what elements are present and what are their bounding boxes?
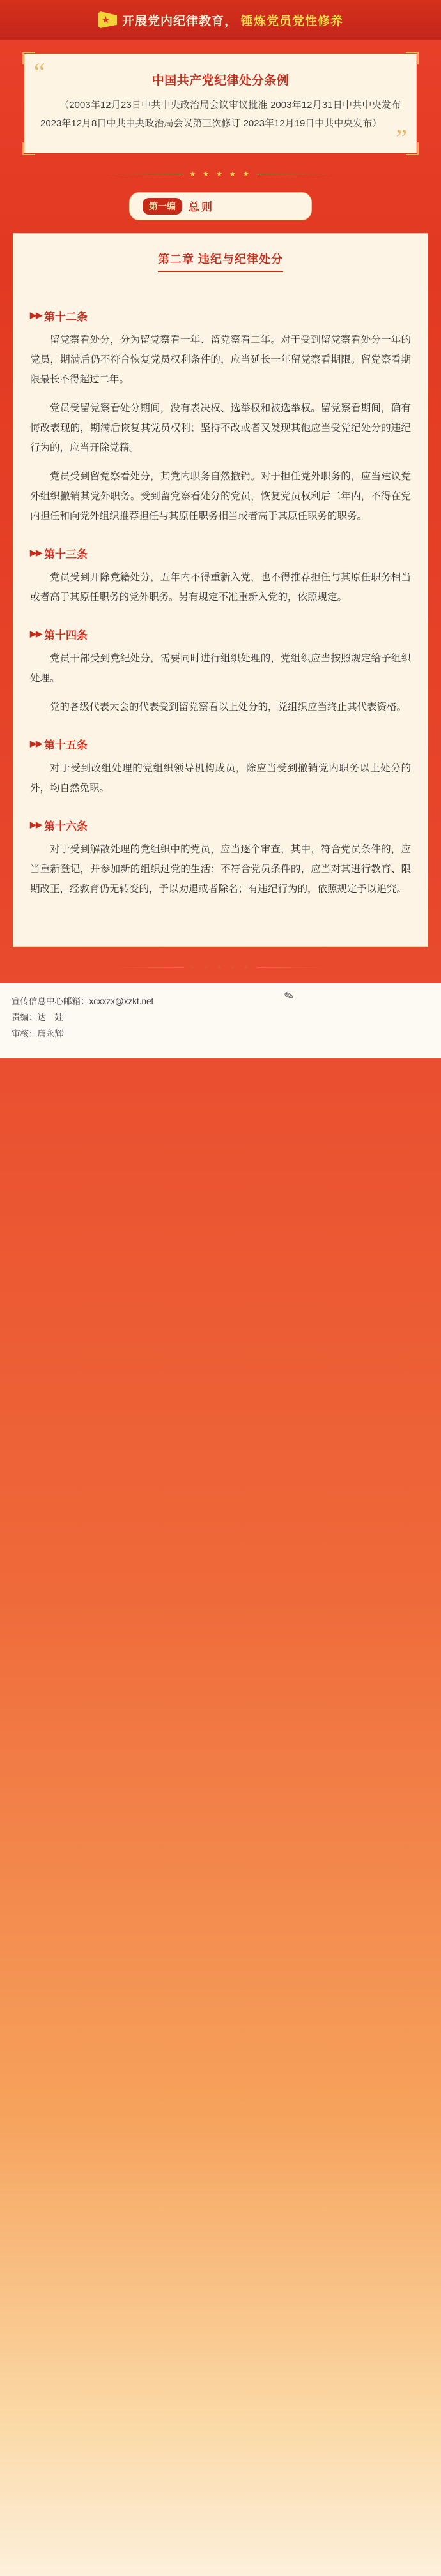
article-paragraph: 党员受留党察看处分期间，没有表决权、选举权和被选举权。留党察看期间，确有悔改表现的，期满后恢复其党员权利；坚持不改或者又发现其他应当受党纪处分的违纪行为的，应当开除党籍。 — [30, 402, 411, 453]
top-banner — [0, 0, 441, 40]
article-paragraph: 党员干部受到党纪处分，需要同时进行组织处理的，党组织应当按照规定给予组织处理。 — [30, 652, 411, 684]
article-paragraph: 党员受到开除党籍处分，五年内不得重新入党，也不得推荐担任与其原任职务相当或者高于其原任职务的党外职务。另有规定不准重新入党的，依照规定。 — [30, 571, 411, 603]
arrow-right-icon: ▶▶ — [30, 548, 42, 557]
bottom-divider-line-left — [114, 967, 184, 968]
part-ribbon — [129, 192, 312, 220]
article-heading — [30, 736, 411, 752]
part-ribbon-tag: 第一编 — [143, 198, 182, 215]
part-ribbon-label: 总则 — [189, 201, 214, 213]
footer-reviewer: 审核：唐永辉 — [12, 1028, 63, 1039]
article-paragraph: 党员受到留党察看处分，其党内职务自然撤销。对于担任党外职务的，应当建议党外组织撤销其党外职务。受到留党察看处分的党员，恢复党员权利后二年内，不得在党内担任和向党外组织推荐担任与其原任职务相当或者高于其原任职务的职务。 — [30, 471, 411, 522]
close-quote-icon: ” — [396, 123, 407, 153]
stars-icon: ★ ★ ★ ★ ★ — [189, 170, 252, 178]
banner-content — [98, 11, 343, 29]
open-quote-icon: “ — [34, 57, 45, 86]
article-heading — [30, 817, 411, 833]
corner-ornament-top-left — [22, 52, 35, 64]
bottom-stars-icon: ★ ★ ★ ★ ★ — [189, 963, 252, 972]
article-heading — [30, 626, 411, 642]
article-paragraph: 对于受到改组处理的党组织领导机构成员，除应当受到撤销党内职务以上处分的外，均自然免职。 — [30, 762, 411, 794]
chapter-title: 第二章 违纪与纪律处分 — [158, 250, 283, 272]
arrow-right-icon: ▶▶ — [30, 310, 42, 320]
document-meta: （2003年12月23日中共中央政治局会议审议批准 2003年12月31日中共中央发布 2023年12月8日中共中央政治局会议第三次修订 2023年12月19日中共中央发布） — [40, 100, 401, 130]
document-quote-card — [24, 54, 417, 153]
star-divider — [0, 170, 441, 178]
article-paragraph: 留党察看处分，分为留党察看一年、留党察看二年。对于受到留党察看处分一年的党员，期满后仍不符合恢复党员权利条件的，应当延长一年留党察看期限。留党察看期限最长不得超过二年。 — [30, 334, 411, 385]
article-title: 第十五条 — [44, 739, 88, 751]
article-title: 第十二条 — [44, 310, 88, 323]
footer-email: 宣传信息中心邮箱：xcxxzx@xzkt.net — [12, 996, 154, 1006]
footer-editor: 责编：达 娃 — [12, 1013, 63, 1023]
banner-text-primary: 开展党内纪律教育， — [121, 14, 237, 28]
arrow-right-icon: ▶▶ — [30, 739, 42, 748]
article-heading — [30, 308, 411, 324]
party-flag-icon — [98, 11, 117, 28]
corner-ornament-bottom-left — [22, 142, 35, 155]
bottom-divider-line-right — [257, 967, 327, 968]
banner-text-secondary: 锤炼党员党性修养 — [241, 14, 344, 28]
article-title: 第十四条 — [44, 629, 88, 642]
article-paragraph: 对于受到解散处理的党组织中的党员，应当逐个审查，其中，符合党员条件的，应当重新登记，并参加新的组织过党的生活；不符合党员条件的，应当对其进行教育、限期改正，经教育仍无转变的，予以劝退或者除名；有违纪行为的，依照规定予以追究。 — [30, 843, 411, 894]
part-ribbon-row — [0, 192, 441, 220]
footer — [0, 983, 441, 1059]
content-card — [13, 233, 428, 947]
corner-ornament-top-right — [406, 52, 419, 64]
document-title: 中国共产党纪律处分条例 — [151, 74, 290, 87]
article-title: 第十三条 — [44, 548, 88, 561]
arrow-right-icon: ▶▶ — [30, 629, 42, 638]
corner-ornament-bottom-right — [406, 142, 419, 155]
chapter-title-wrap — [30, 250, 411, 289]
article-title: 第十六条 — [44, 820, 88, 832]
arrow-right-icon: ▶▶ — [30, 820, 42, 829]
article-paragraph: 党的各级代表大会的代表受到留党察看以上处分的，党组织应当终止其代表资格。 — [50, 701, 407, 712]
article-heading — [30, 545, 411, 561]
bottom-star-divider — [0, 963, 441, 972]
pen-icon: ✎ — [282, 988, 296, 1004]
